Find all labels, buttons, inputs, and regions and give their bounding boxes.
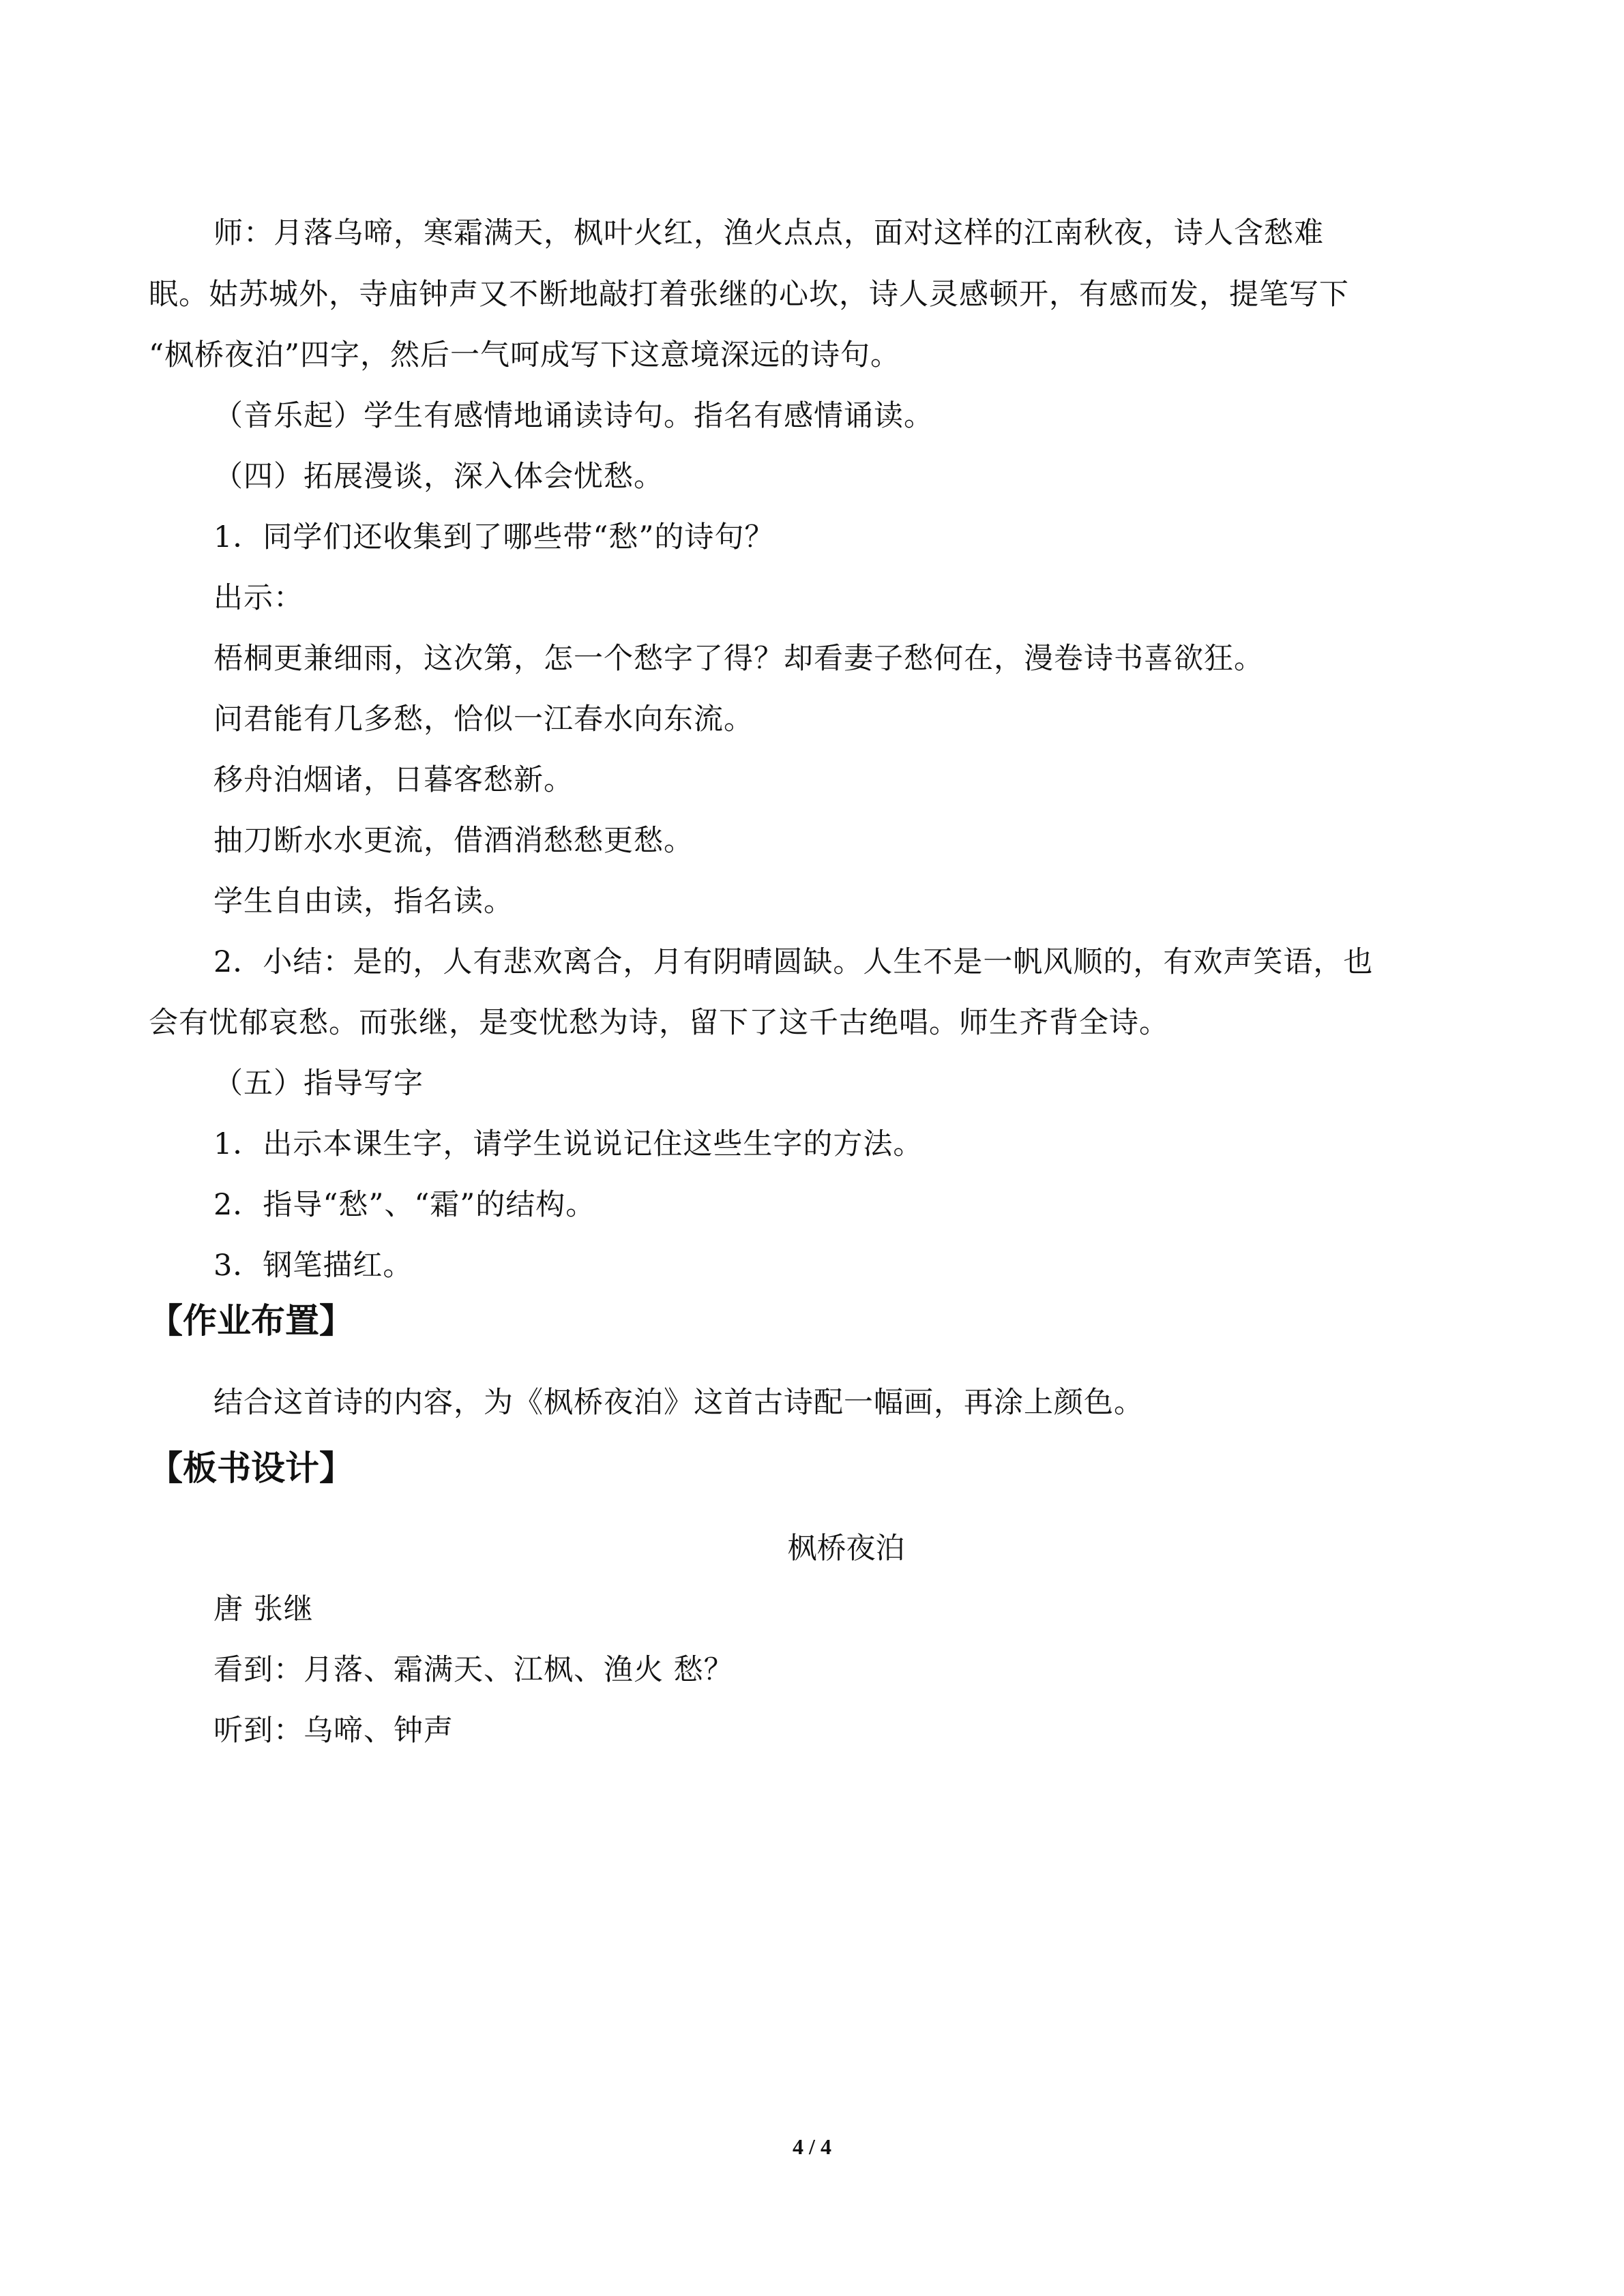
board-heading: 【板书设计】 [149, 1448, 353, 1488]
list-item: 2．指导“愁”、“霜”的结构。 [213, 1188, 596, 1222]
poem-line: 抽刀断水水更流，借酒消愁愁更愁。 [213, 824, 694, 858]
board-heard-line: 听到：乌啼、钟声 [213, 1714, 454, 1748]
poem-line: 梧桐更兼细雨，这次第，怎一个愁字了得？却看妻子愁何在，漫卷诗书喜欲狂。 [213, 642, 1264, 676]
poem-line: 移舟泊烟诸，日暮客愁新。 [213, 763, 574, 797]
section-subheading: （四）拓展漫谈，深入体会忧愁。 [213, 460, 664, 494]
paragraph-line: “枫桥夜泊”四字，然后一气呵成写下这意境深远的诗句。 [149, 338, 900, 372]
homework-heading: 【作业布置】 [149, 1301, 353, 1341]
section-subheading: （五）指导写字 [213, 1067, 424, 1101]
paragraph-line: 眠。姑苏城外，寺庙钟声又不断地敲打着张继的心坎，诗人灵感顿开，有感而发，提笔写下 [149, 278, 1349, 312]
list-item: 3．钢笔描红。 [213, 1249, 413, 1283]
board-author: 唐 张继 [213, 1592, 314, 1626]
list-item: 1．出示本课生字，请学生说说记住这些生字的方法。 [213, 1127, 924, 1161]
poem-line: 问君能有几多愁，恰似一江春水向东流。 [213, 702, 754, 736]
paragraph-line: 出示： [213, 581, 304, 615]
paragraph-line: 会有忧郁哀愁。而张继，是变忧愁为诗，留下了这千古绝唱。师生齐背全诗。 [149, 1006, 1169, 1040]
homework-text: 结合这首诗的内容，为《枫桥夜泊》这首古诗配一幅画，再涂上颜色。 [213, 1386, 1144, 1420]
list-item: 1．同学们还收集到了哪些带“愁”的诗句？ [213, 520, 775, 554]
paragraph-line: 2．小结：是的，人有悲欢离合，月有阴晴圆缺。人生不是一帆风顺的，有欢声笑语，也 [213, 945, 1374, 979]
page-number: 4 / 4 [793, 2134, 831, 2159]
board-seen-line: 看到：月落、霜满天、江枫、渔火 愁？ [213, 1653, 734, 1687]
paragraph-line: 师：月落乌啼，寒霜满天，枫叶火红，渔火点点，面对这样的江南秋夜，诗人含愁难 [213, 216, 1324, 250]
paragraph-line: （音乐起）学生有感情地诵读诗句。指名有感情诵读。 [213, 399, 934, 433]
board-title: 枫桥夜泊 [787, 1532, 905, 1566]
paragraph-line: 学生自由读，指名读。 [213, 884, 514, 919]
